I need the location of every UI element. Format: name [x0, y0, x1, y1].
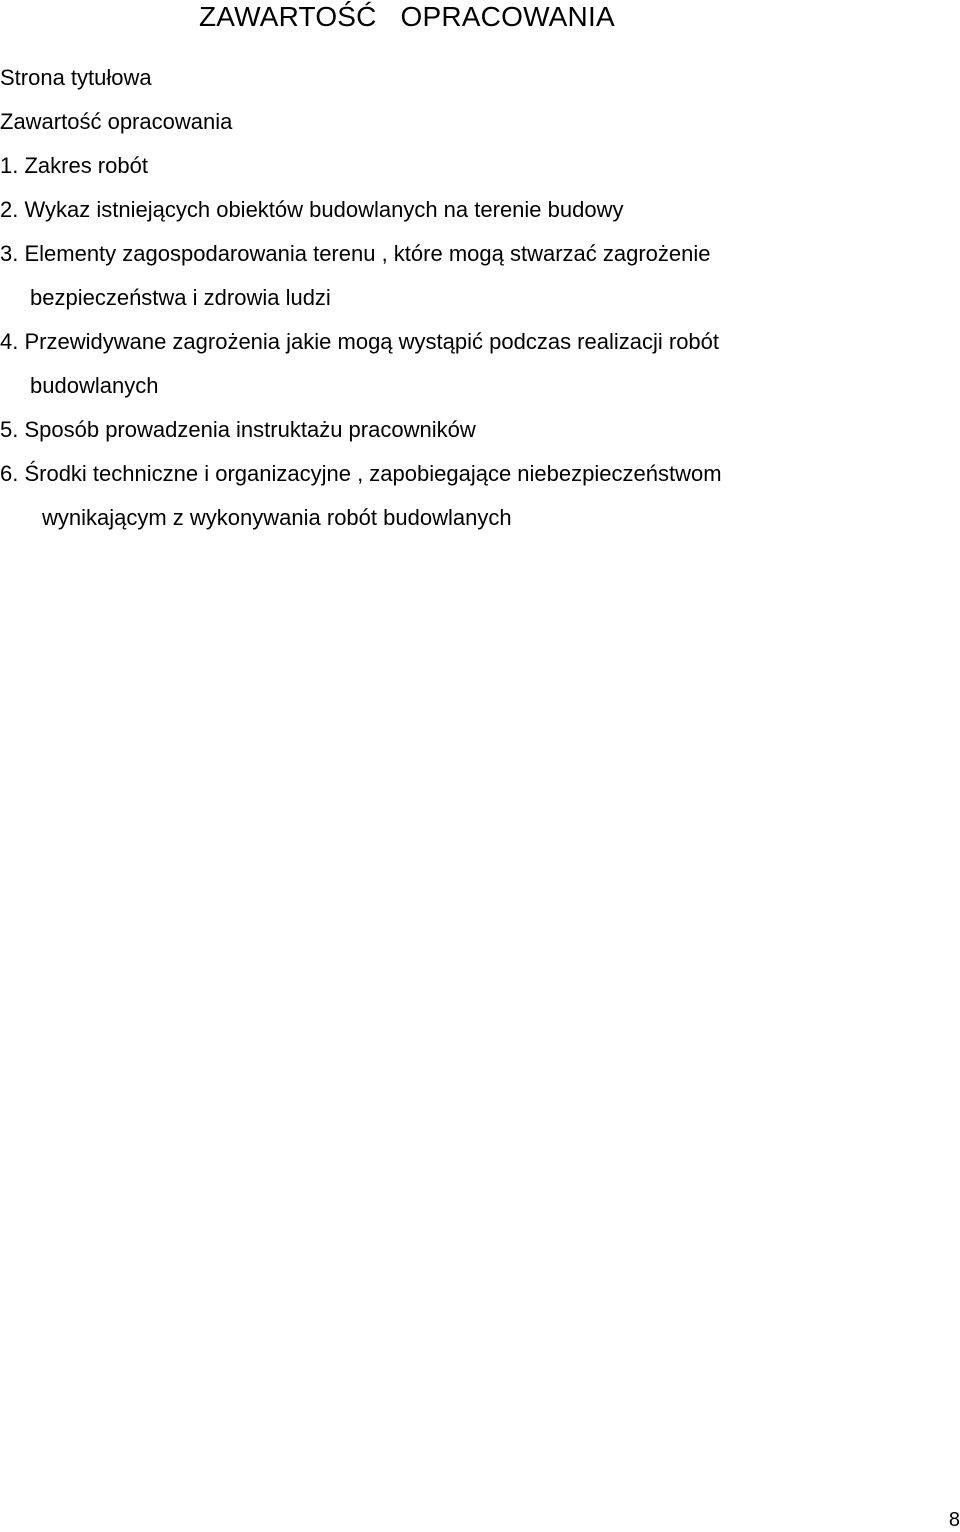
- toc-item-contents: Zawartość opracowania: [0, 109, 233, 134]
- toc-item-3-continuation: bezpieczeństwa i zdrowia ludzi: [30, 285, 331, 310]
- toc-item-1: 1. Zakres robót: [0, 153, 148, 178]
- toc-item-title-page: Strona tytułowa: [0, 65, 152, 90]
- page-number: 8: [948, 1509, 960, 1531]
- toc-item-6: 6. Środki techniczne i organizacyjne , zapobiegające niebezpieczeństwom: [0, 461, 722, 486]
- toc-item-4-continuation: budowlanych: [30, 373, 159, 398]
- toc-item-6-continuation: wynikającym z wykonywania robót budowlanych: [42, 505, 512, 530]
- toc-item-2: 2. Wykaz istniejących obiektów budowlanych na terenie budowy: [0, 197, 624, 222]
- toc-item-3: 3. Elementy zagospodarowania terenu , które mogą stwarzać zagrożenie: [0, 241, 711, 266]
- toc-item-5: 5. Sposób prowadzenia instruktażu pracowników: [0, 417, 476, 442]
- toc-item-4: 4. Przewidywane zagrożenia jakie mogą wystąpić podczas realizacji robót: [0, 329, 720, 354]
- document-title: ZAWARTOŚĆ OPRACOWANIA: [199, 1, 615, 32]
